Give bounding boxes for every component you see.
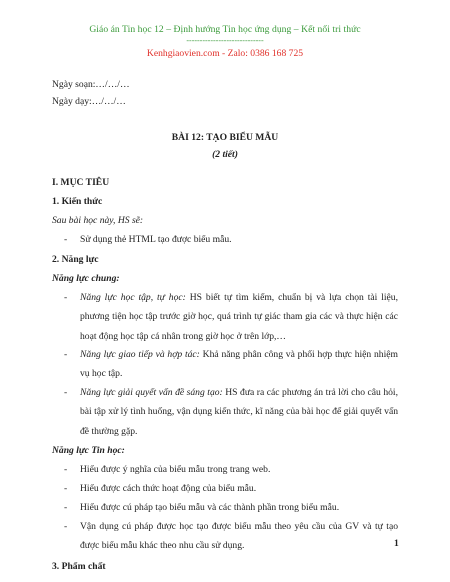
section-competence: 2. Năng lực [52, 254, 99, 265]
section-qualities: 3. Phẩm chất [52, 561, 106, 572]
teach-date: Ngày dạy:…/…/… [52, 96, 126, 107]
header-title: Giáo án Tin học 12 – Định hướng Tin học ứng dụng – Kết nối tri thức [89, 24, 361, 35]
it-competence-item: Hiểu được cách thức hoạt động của biểu mẫu. [80, 482, 257, 494]
bullet-dash: - [64, 521, 68, 532]
bullet-dash: - [64, 483, 68, 494]
item-text: HS biết tự tìm kiếm, chuẩn bị và lựa chọn tài liệu, phương tiện học tập trước giờ học, quá trình tự giác tham gia các và thực hiện các hoạt động học tập cá nhân trong giờ học ở trên lớp,… [80, 291, 398, 342]
general-competence-item [80, 383, 398, 442]
item-text: HS đưa ra các phương án trả lời cho câu hỏi, bài tập xử lý tình huống, vận dụng kiến thức, kĩ năng của bài học để giải quyết vấn đề thường gặp. [80, 386, 398, 437]
lesson-title: BÀI 12: TẠO BIỂU MẪU [171, 132, 279, 143]
general-competence-item [80, 288, 398, 347]
item-label: Năng lực giải quyết vấn đề sáng tạo: [80, 386, 223, 398]
bullet-dash: - [64, 349, 68, 360]
general-competence-item [80, 345, 398, 384]
lesson-duration: (2 tiết) [212, 149, 238, 160]
item-label: Năng lực giao tiếp và hợp tác: [80, 348, 200, 360]
it-competence-item: Hiểu được cú pháp tạo biểu mẫu và các thành phần trong biểu mẫu. [80, 501, 340, 513]
bullet-dash: - [64, 387, 68, 398]
it-competence-heading: Năng lực Tin học: [52, 445, 125, 456]
it-competence-item: Hiểu được ý nghĩa của biểu mẫu trong trang web. [80, 463, 271, 475]
bullet-dash: - [64, 464, 68, 475]
page-number: 1 [394, 538, 399, 549]
general-competence-heading: Năng lực chung: [52, 273, 120, 284]
prep-date: Ngày soạn:…/…/… [52, 79, 130, 90]
header-rule: ----------------------------- [186, 36, 264, 45]
bullet-dash: - [64, 502, 68, 513]
knowledge-intro: Sau bài học này, HS sẽ: [52, 215, 144, 226]
item-label: Năng lực học tập, tự học: [80, 291, 186, 303]
section-objectives: I. MỤC TIÊU [52, 177, 110, 188]
bullet-dash: - [64, 234, 68, 245]
header-contact: Kenhgiaovien.com - Zalo: 0386 168 725 [146, 48, 304, 59]
section-knowledge: 1. Kiến thức [52, 196, 103, 207]
item-text: Khả năng phân công và phối hợp thực hiện nhiệm vụ học tập. [80, 348, 398, 379]
bullet-dash: - [64, 292, 68, 303]
knowledge-item: Sử dụng thẻ HTML tạo được biểu mẫu. [80, 233, 232, 245]
it-competence-item: Vận dụng cú pháp được học tạo được biểu mẫu theo yêu cầu của GV và tự tạo được biểu mẫu khác theo nhu cầu sử dụng. [80, 520, 398, 551]
